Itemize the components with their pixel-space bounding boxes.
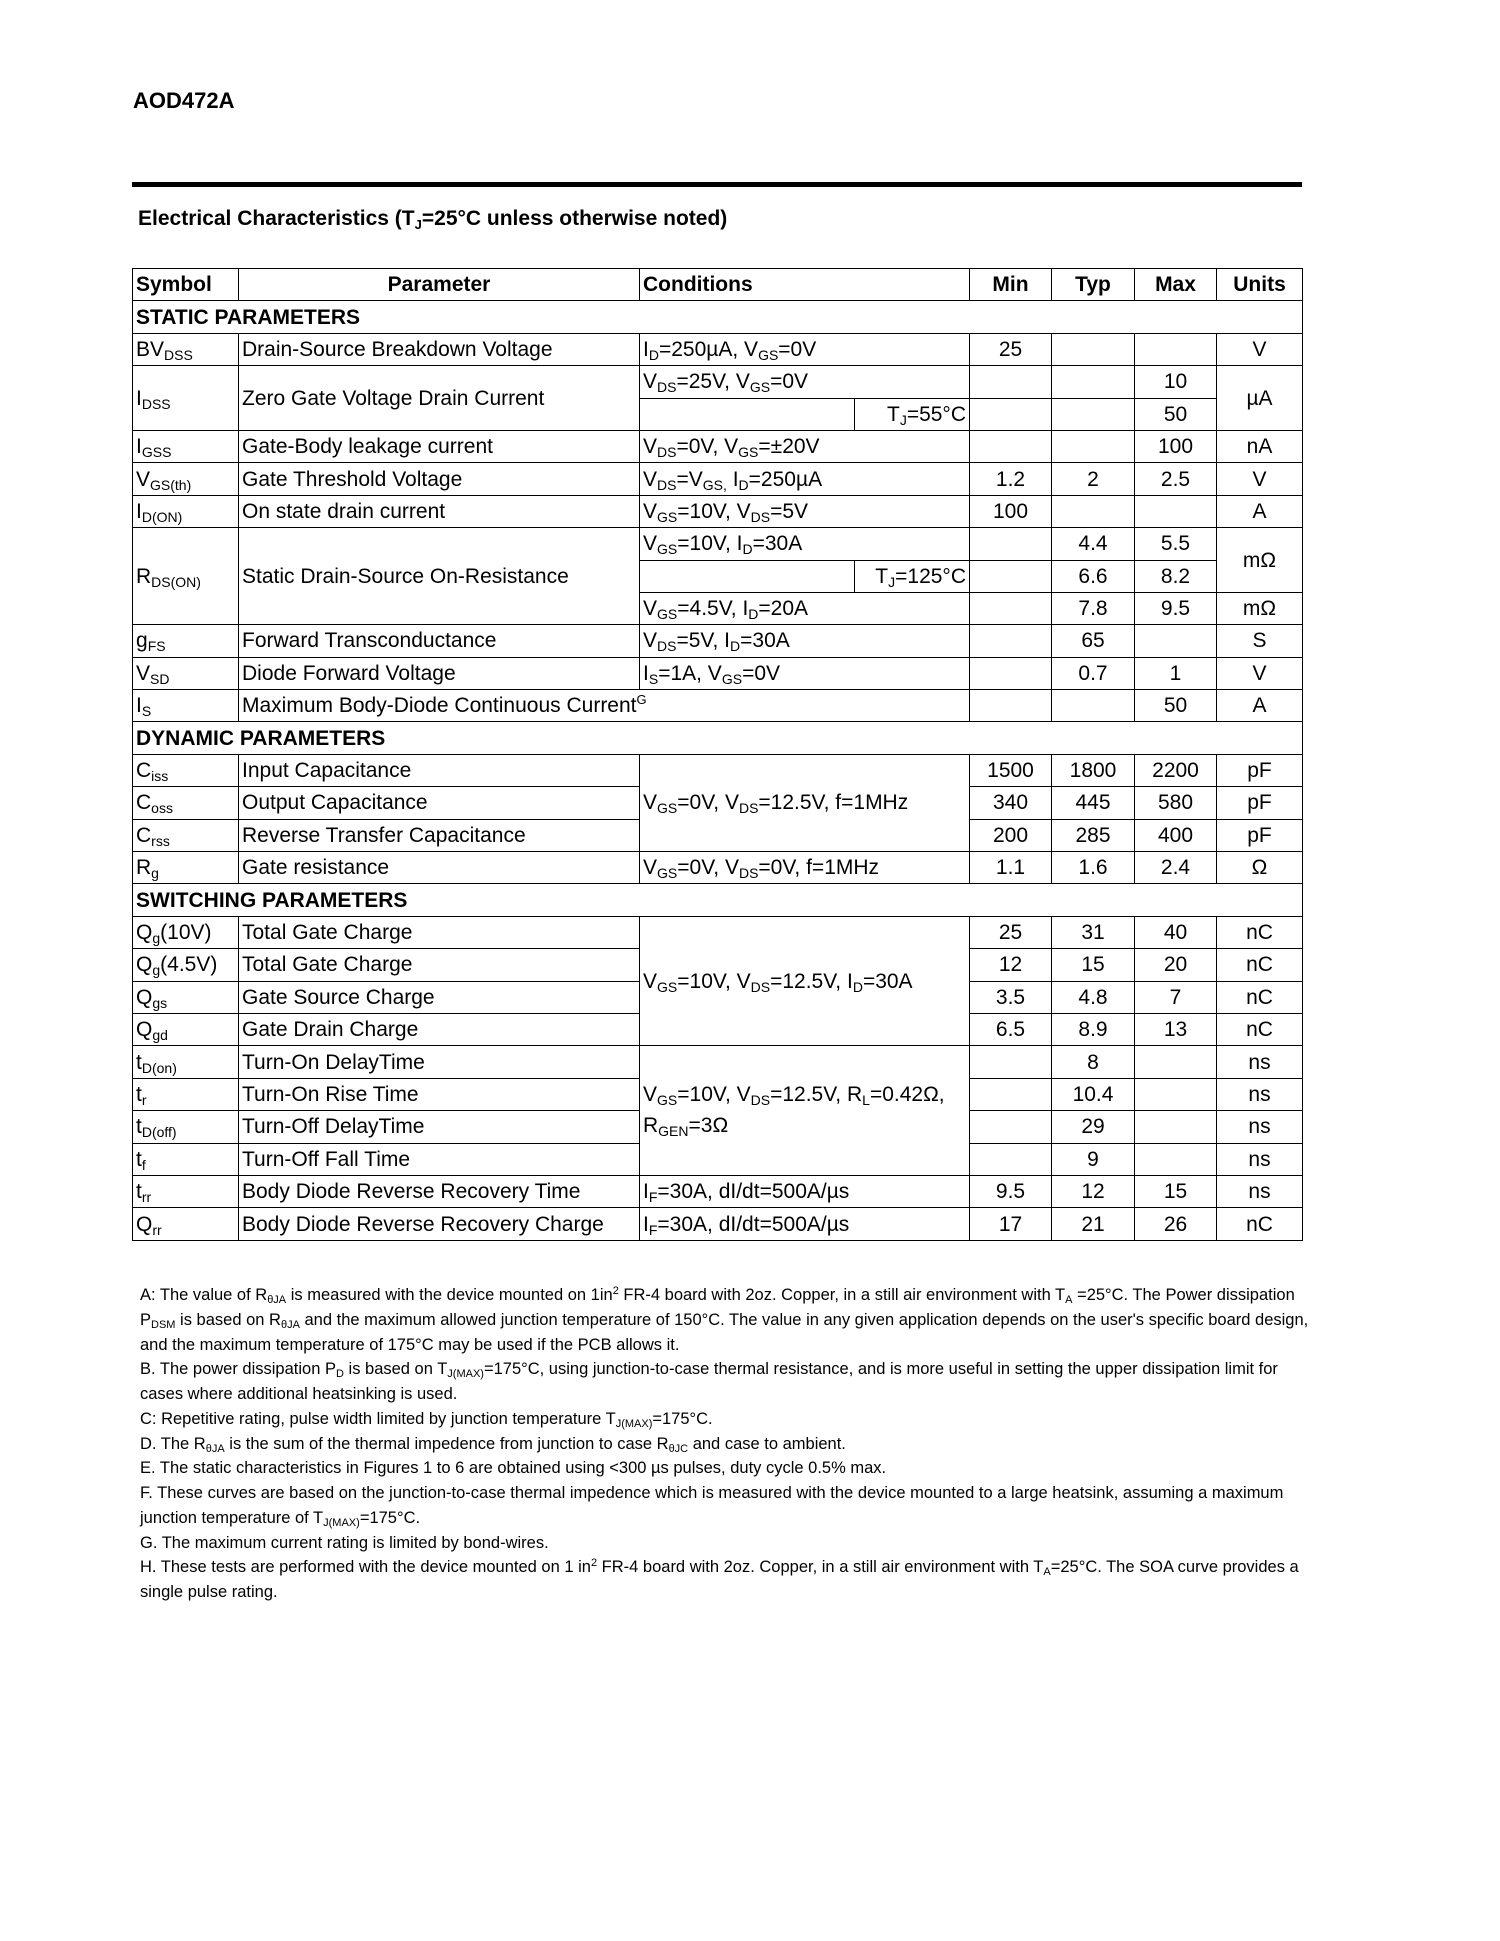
min-cell: 200: [970, 819, 1052, 851]
section-row-static: [133, 301, 1303, 333]
typ-cell: 8.9: [1052, 1013, 1135, 1045]
parameter-cell: Turn-Off DelayTime: [239, 1111, 640, 1143]
max-cell: 26: [1135, 1208, 1217, 1240]
note-d: D. The RθJA is the sum of the thermal impedence from junction to case RθJC and case to ambient.: [140, 1434, 846, 1455]
max-cell: 7: [1135, 981, 1217, 1013]
typ-cell: 285: [1052, 819, 1135, 851]
max-cell: [1135, 495, 1217, 527]
unit-cell: ns: [1217, 1111, 1303, 1143]
note-e: E. The static characteristics in Figures 1 to 6 are obtained using <300 µs pulses, duty cycle 0.5% max.: [140, 1459, 887, 1478]
unit-cell: A: [1217, 495, 1303, 527]
typ-cell: 0.7: [1052, 657, 1135, 689]
note-b: B. The power dissipation PD is based on TJ(MAX)=175°C, using junction-to-case thermal resistance, and is more useful in setting the upper dissipation limit for cases where additional heatsinking is used.: [140, 1360, 1278, 1403]
col-max: Max: [1135, 269, 1217, 301]
unit-cell: ns: [1217, 1078, 1303, 1110]
condition-temp-cell: TJ=55°C: [855, 398, 970, 430]
symbol-cell: Qrr: [133, 1208, 239, 1240]
condition-temp-cell: TJ=125°C: [855, 560, 970, 592]
part-number: AOD472A: [133, 88, 235, 113]
condition-cell: VGS=4.5V, ID=20A: [640, 592, 970, 624]
symbol-cell: Qg(4.5V): [133, 949, 239, 981]
max-cell: 9.5: [1135, 592, 1217, 624]
col-units: Units: [1217, 269, 1303, 301]
min-cell: [970, 592, 1052, 624]
typ-cell: 445: [1052, 787, 1135, 819]
parameter-cell: Reverse Transfer Capacitance: [239, 819, 640, 851]
typ-cell: 10.4: [1052, 1078, 1135, 1110]
condition-cell: VGS=10V, VDS=12.5V, ID=30A: [640, 916, 970, 1046]
min-cell: [970, 366, 1052, 398]
col-typ: Typ: [1052, 269, 1135, 301]
symbol-cell: Rg: [133, 852, 239, 884]
section-title: Electrical Characteristics (TJ=25°C unless otherwise noted): [138, 207, 728, 232]
min-cell: 12: [970, 949, 1052, 981]
parameter-cell: Body Diode Reverse Recovery Time: [239, 1175, 640, 1207]
condition-cell: VGS=10V, VDS=12.5V, RL=0.42Ω, RGEN=3Ω: [640, 1046, 970, 1176]
unit-cell: V: [1217, 333, 1303, 365]
table-row: [133, 430, 1303, 462]
max-cell: 10: [1135, 366, 1217, 398]
table-row: [133, 495, 1303, 527]
unit-cell: nC: [1217, 981, 1303, 1013]
parameter-cell: Turn-Off Fall Time: [239, 1143, 640, 1175]
note-c: C: Repetitive rating, pulse width limited by junction temperature TJ(MAX)=175°C.: [140, 1409, 713, 1430]
max-cell: 5.5: [1135, 528, 1217, 560]
typ-cell: 1800: [1052, 754, 1135, 786]
symbol-cell: Qg(10V): [133, 916, 239, 948]
symbol-cell: VGS(th): [133, 463, 239, 495]
table-row: [133, 366, 1303, 398]
min-cell: [970, 528, 1052, 560]
typ-cell: 4.4: [1052, 528, 1135, 560]
symbol-cell: tf: [133, 1143, 239, 1175]
typ-cell: 65: [1052, 625, 1135, 657]
min-cell: [970, 1046, 1052, 1078]
condition-cell: VDS=25V, VGS=0V: [640, 366, 970, 398]
parameter-cell: Gate Source Charge: [239, 981, 640, 1013]
condition-cell: IF=30A, dI/dt=500A/µs: [640, 1208, 970, 1240]
section-label: DYNAMIC PARAMETERS: [133, 722, 1303, 754]
min-cell: [970, 560, 1052, 592]
parameter-cell: Forward Transconductance: [239, 625, 640, 657]
parameter-cell: Gate-Body leakage current: [239, 430, 640, 462]
table-row: [133, 690, 1303, 722]
max-cell: [1135, 1046, 1217, 1078]
parameter-cell: Gate Drain Charge: [239, 1013, 640, 1045]
min-cell: [970, 657, 1052, 689]
condition-cell: VGS=0V, VDS=12.5V, f=1MHz: [640, 754, 970, 851]
condition-cell: VDS=0V, VGS=±20V: [640, 430, 970, 462]
unit-cell: V: [1217, 463, 1303, 495]
max-cell: 2.4: [1135, 852, 1217, 884]
col-parameter: Parameter: [239, 269, 640, 301]
symbol-cell: gFS: [133, 625, 239, 657]
typ-cell: 4.8: [1052, 981, 1135, 1013]
typ-cell: [1052, 333, 1135, 365]
table-row: [133, 1046, 1303, 1078]
typ-cell: 8: [1052, 1046, 1135, 1078]
typ-cell: 15: [1052, 949, 1135, 981]
unit-cell: ns: [1217, 1143, 1303, 1175]
parameter-cell: Turn-On DelayTime: [239, 1046, 640, 1078]
typ-cell: 29: [1052, 1111, 1135, 1143]
condition-cell: VDS=5V, ID=30A: [640, 625, 970, 657]
min-cell: [970, 398, 1052, 430]
min-cell: [970, 430, 1052, 462]
table-row: [133, 1208, 1303, 1240]
table-row: [133, 852, 1303, 884]
unit-cell: S: [1217, 625, 1303, 657]
section-row-dynamic: [133, 722, 1303, 754]
symbol-cell: ID(ON): [133, 495, 239, 527]
table-row: [133, 916, 1303, 948]
typ-cell: [1052, 398, 1135, 430]
electrical-characteristics-table: [132, 268, 1303, 1241]
min-cell: [970, 1078, 1052, 1110]
parameter-cell: Diode Forward Voltage: [239, 657, 640, 689]
typ-cell: 7.8: [1052, 592, 1135, 624]
typ-cell: 2: [1052, 463, 1135, 495]
condition-cell: VGS=0V, VDS=0V, f=1MHz: [640, 852, 970, 884]
typ-cell: [1052, 690, 1135, 722]
table-row: [133, 463, 1303, 495]
parameter-cell: Total Gate Charge: [239, 916, 640, 948]
unit-cell: µA: [1217, 366, 1303, 431]
min-cell: [970, 1143, 1052, 1175]
condition-cell: VDS=VGS, ID=250µA: [640, 463, 970, 495]
unit-cell: nA: [1217, 430, 1303, 462]
parameter-cell: Body Diode Reverse Recovery Charge: [239, 1208, 640, 1240]
parameter-cell: Input Capacitance: [239, 754, 640, 786]
typ-cell: [1052, 495, 1135, 527]
unit-cell: nC: [1217, 949, 1303, 981]
min-cell: [970, 690, 1052, 722]
symbol-cell: Qgd: [133, 1013, 239, 1045]
max-cell: 20: [1135, 949, 1217, 981]
parameter-cell: Gate resistance: [239, 852, 640, 884]
max-cell: 40: [1135, 916, 1217, 948]
symbol-cell: tr: [133, 1078, 239, 1110]
max-cell: 1: [1135, 657, 1217, 689]
min-cell: 25: [970, 333, 1052, 365]
max-cell: [1135, 1143, 1217, 1175]
symbol-cell: IGSS: [133, 430, 239, 462]
symbol-cell: BVDSS: [133, 333, 239, 365]
min-cell: 25: [970, 916, 1052, 948]
condition-cell: VGS=10V, VDS=5V: [640, 495, 970, 527]
max-cell: [1135, 333, 1217, 365]
max-cell: [1135, 1078, 1217, 1110]
max-cell: 8.2: [1135, 560, 1217, 592]
table-header-row: [133, 269, 1303, 301]
note-g: G. The maximum current rating is limited by bond-wires.: [140, 1533, 549, 1552]
parameter-cell: Maximum Body-Diode Continuous CurrentG: [239, 690, 970, 722]
section-row-switching: [133, 884, 1303, 916]
typ-cell: 6.6: [1052, 560, 1135, 592]
typ-cell: 31: [1052, 916, 1135, 948]
typ-cell: [1052, 430, 1135, 462]
symbol-cell: IDSS: [133, 366, 239, 431]
min-cell: 1500: [970, 754, 1052, 786]
condition-cell: VGS=10V, ID=30A: [640, 528, 970, 560]
parameter-cell: Total Gate Charge: [239, 949, 640, 981]
min-cell: 3.5: [970, 981, 1052, 1013]
unit-cell: mΩ: [1217, 592, 1303, 624]
footnotes: [140, 1283, 1310, 1605]
parameter-cell: Turn-On Rise Time: [239, 1078, 640, 1110]
max-cell: 400: [1135, 819, 1217, 851]
parameter-cell: Static Drain-Source On-Resistance: [239, 528, 640, 625]
unit-cell: ns: [1217, 1175, 1303, 1207]
table-row: [133, 657, 1303, 689]
condition-cell: ID=250µA, VGS=0V: [640, 333, 970, 365]
col-symbol: Symbol: [133, 269, 239, 301]
symbol-cell: IS: [133, 690, 239, 722]
condition-cell: IS=1A, VGS=0V: [640, 657, 970, 689]
parameter-cell: On state drain current: [239, 495, 640, 527]
typ-cell: 12: [1052, 1175, 1135, 1207]
unit-cell: V: [1217, 657, 1303, 689]
min-cell: 340: [970, 787, 1052, 819]
note-a: A: The value of RθJA is measured with the device mounted on 1in2 FR-4 board with 2oz. Copper, in a still air environment with TA =25°C. The Power dissipation PDSM is based on RθJA and the maximum allowed junction temperature of 150°C. The value in any given application depends on the user's specific board design, and the maximum temperature of 175°C may be used if the PCB allows it.: [140, 1285, 1309, 1354]
max-cell: 580: [1135, 787, 1217, 819]
unit-cell: Ω: [1217, 852, 1303, 884]
condition-cell: IF=30A, dI/dt=500A/µs: [640, 1175, 970, 1207]
section-label: STATIC PARAMETERS: [133, 301, 1303, 333]
unit-cell: nC: [1217, 1208, 1303, 1240]
symbol-cell: Qgs: [133, 981, 239, 1013]
symbol-cell: Crss: [133, 819, 239, 851]
unit-cell: nC: [1217, 1013, 1303, 1045]
min-cell: 17: [970, 1208, 1052, 1240]
note-h: H. These tests are performed with the device mounted on 1 in2 FR-4 board with 2oz. Copper, in a still air environment with TA=25°C. The SOA curve provides a single pulse rating.: [140, 1557, 1299, 1601]
min-cell: 100: [970, 495, 1052, 527]
min-cell: 9.5: [970, 1175, 1052, 1207]
unit-cell: pF: [1217, 819, 1303, 851]
unit-cell: mΩ: [1217, 528, 1303, 593]
col-min: Min: [970, 269, 1052, 301]
symbol-cell: VSD: [133, 657, 239, 689]
max-cell: 100: [1135, 430, 1217, 462]
unit-cell: pF: [1217, 787, 1303, 819]
typ-cell: 21: [1052, 1208, 1135, 1240]
unit-cell: pF: [1217, 754, 1303, 786]
max-cell: [1135, 625, 1217, 657]
unit-cell: A: [1217, 690, 1303, 722]
max-cell: 50: [1135, 398, 1217, 430]
note-f: F. These curves are based on the junction-to-case thermal impedence which is measured with the device mounted to a large heatsink, assuming a maximum junction temperature of TJ(MAX)=175°C.: [140, 1484, 1284, 1529]
symbol-cell: trr: [133, 1175, 239, 1207]
max-cell: 13: [1135, 1013, 1217, 1045]
max-cell: 2200: [1135, 754, 1217, 786]
max-cell: [1135, 1111, 1217, 1143]
typ-cell: 1.6: [1052, 852, 1135, 884]
section-label: SWITCHING PARAMETERS: [133, 884, 1303, 916]
parameter-cell: Zero Gate Voltage Drain Current: [239, 366, 640, 431]
condition-spacer: [640, 560, 855, 592]
symbol-cell: Coss: [133, 787, 239, 819]
col-conditions: Conditions: [640, 269, 970, 301]
min-cell: [970, 625, 1052, 657]
table-row: [133, 333, 1303, 365]
table-row: [133, 754, 1303, 786]
min-cell: 1.2: [970, 463, 1052, 495]
condition-spacer: [640, 398, 855, 430]
typ-cell: [1052, 366, 1135, 398]
parameter-cell: Output Capacitance: [239, 787, 640, 819]
unit-cell: nC: [1217, 916, 1303, 948]
min-cell: 1.1: [970, 852, 1052, 884]
max-cell: 2.5: [1135, 463, 1217, 495]
parameter-cell: Gate Threshold Voltage: [239, 463, 640, 495]
parameter-cell: Drain-Source Breakdown Voltage: [239, 333, 640, 365]
symbol-cell: Ciss: [133, 754, 239, 786]
header-rule: [132, 182, 1302, 187]
table-row: [133, 625, 1303, 657]
min-cell: [970, 1111, 1052, 1143]
unit-cell: ns: [1217, 1046, 1303, 1078]
symbol-cell: tD(off): [133, 1111, 239, 1143]
max-cell: 15: [1135, 1175, 1217, 1207]
symbol-cell: RDS(ON): [133, 528, 239, 625]
max-cell: 50: [1135, 690, 1217, 722]
typ-cell: 9: [1052, 1143, 1135, 1175]
symbol-cell: tD(on): [133, 1046, 239, 1078]
table-row: [133, 1175, 1303, 1207]
min-cell: 6.5: [970, 1013, 1052, 1045]
table-row: [133, 528, 1303, 560]
